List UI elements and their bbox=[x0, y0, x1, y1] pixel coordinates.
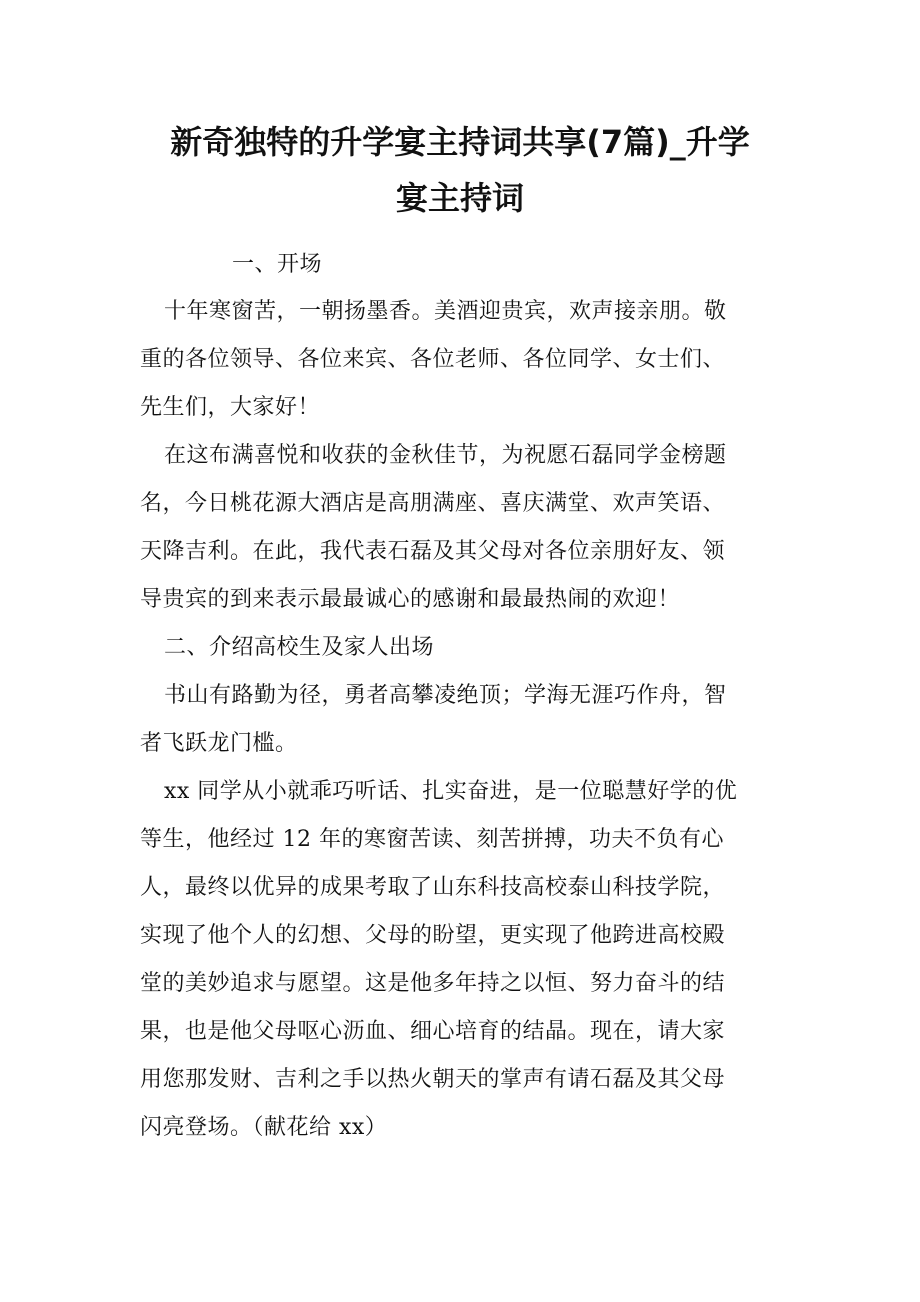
paragraph-line: 十年寒窗苦，一朝扬墨香。美酒迎贵宾，欢声接亲朋。敬 bbox=[164, 299, 727, 324]
paragraph-line: 重的各位领导、各位来宾、各位老师、各位同学、女士们、 bbox=[140, 347, 726, 372]
paragraph-line: 导贵宾的到来表示最最诚心的感谢和最最热闹的欢迎！ bbox=[140, 587, 681, 612]
section-heading-opening: 一、开场 bbox=[232, 252, 323, 277]
document-title-line-1: 新奇独特的升学宴主持词共享(7篇)_升学 bbox=[170, 123, 750, 161]
paragraph-line: 闪亮登场。（献花给 xx） bbox=[140, 1115, 388, 1140]
paragraph-line: 名，今日桃花源大酒店是高朋满座、喜庆满堂、欢声笑语、 bbox=[140, 491, 726, 516]
paragraph-line: 先生们，大家好！ bbox=[140, 395, 321, 420]
paragraph-line: 实现了他个人的幻想、父母的盼望，更实现了他跨进高校殿 bbox=[140, 923, 726, 948]
paragraph-line: 人，最终以优异的成果考取了山东科技高校泰山科技学院， bbox=[140, 875, 726, 900]
paragraph-line: 堂的美妙追求与愿望。这是他多年持之以恒、努力奋斗的结 bbox=[140, 971, 726, 996]
paragraph-line: 等生，他经过 12 年的寒窗苦读、刻苦拼搏，功夫不负有心 bbox=[140, 827, 724, 852]
paragraph-line: 用您那发财、吉利之手以热火朝天的掌声有请石磊及其父母 bbox=[140, 1067, 726, 1092]
section-heading-introduction: 二、介绍高校生及家人出场 bbox=[164, 635, 435, 660]
paragraph-line: 天降吉利。在此，我代表石磊及其父母对各位亲朋好友、领 bbox=[140, 539, 726, 564]
paragraph-line: xx 同学从小就乖巧听话、扎实奋进，是一位聪慧好学的优 bbox=[164, 779, 738, 804]
document-title-line-2: 宴主持词 bbox=[395, 179, 524, 217]
paragraph-line: 在这布满喜悦和收获的金秋佳节，为祝愿石磊同学金榜题 bbox=[164, 443, 727, 468]
paragraph-line: 果，也是他父母呕心沥血、细心培育的结晶。现在，请大家 bbox=[140, 1019, 726, 1044]
paragraph-line: 者飞跃龙门槛。 bbox=[140, 731, 298, 756]
paragraph-line: 书山有路勤为径，勇者高攀凌绝顶；学海无涯巧作舟，智 bbox=[164, 683, 727, 708]
